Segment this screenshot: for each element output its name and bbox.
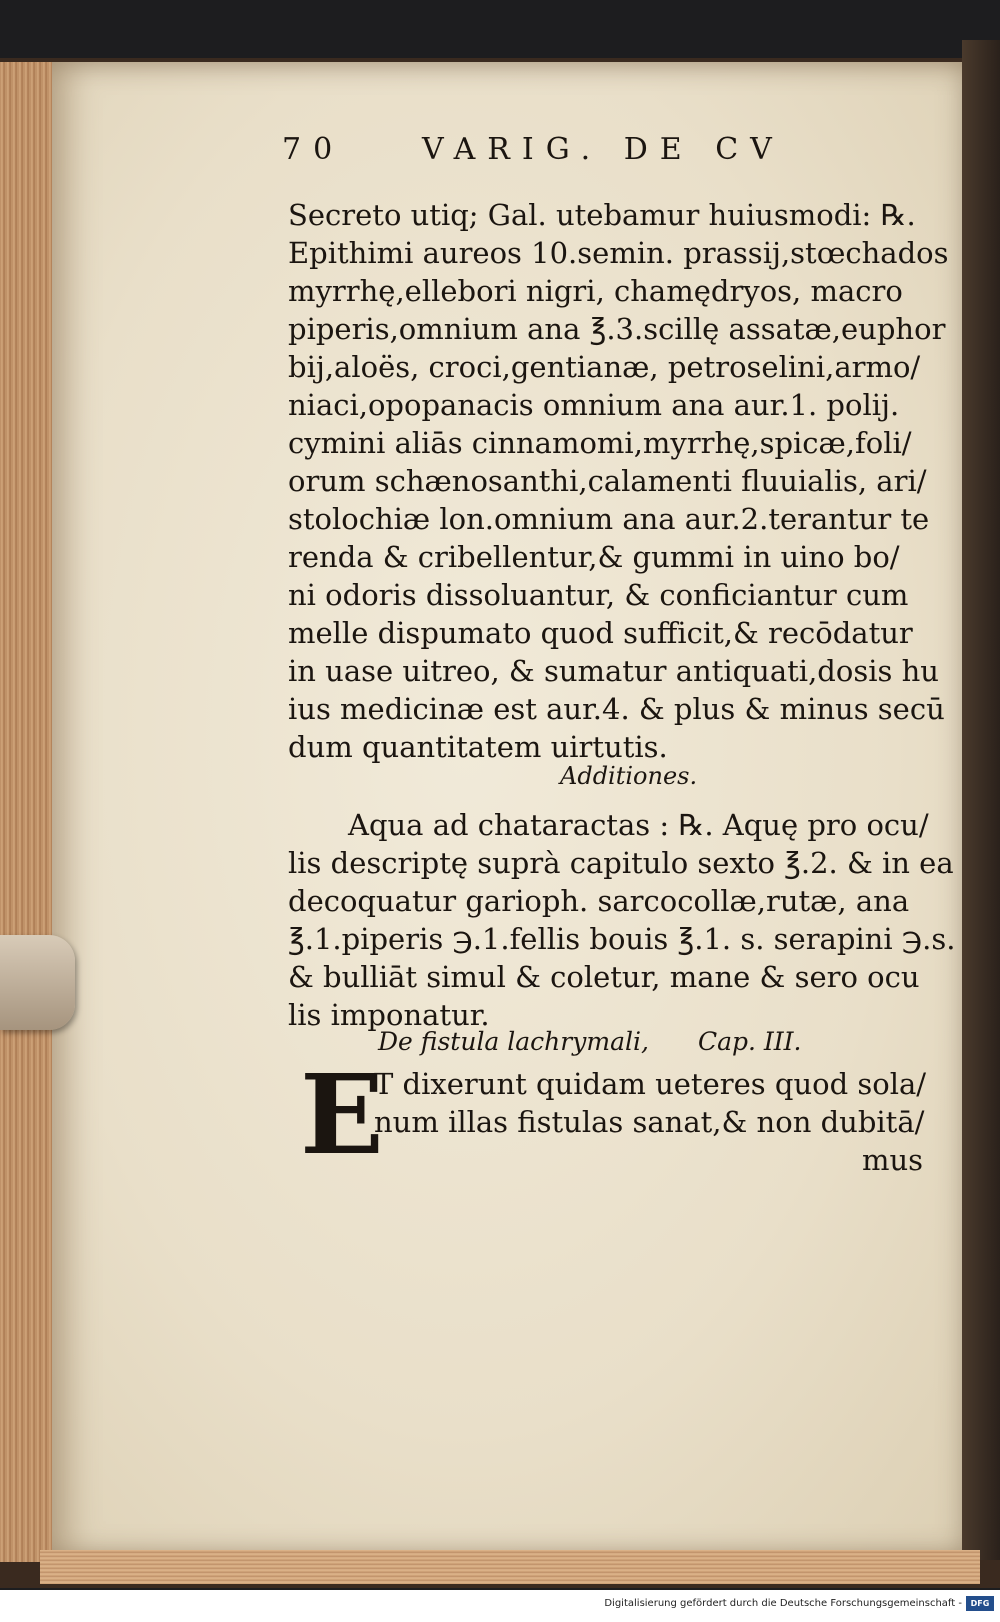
book-gutter: [962, 40, 1000, 1560]
chapter-title: De fistula lachrymali,: [378, 1027, 649, 1056]
additiones-heading: Additiones.: [560, 762, 698, 790]
text-line: cymini aliās cinnamomi,myrrhę,spicæ,foli/: [288, 426, 912, 460]
additiones-line: decoquatur garioph. sarcocollæ,rutæ, ana: [288, 884, 910, 918]
text-line: niaci,opopanacis omnium ana aur.1. polij.: [288, 388, 900, 422]
running-head-title: VARIG. DE CV: [422, 132, 784, 167]
additiones-line: lis descriptę suprà capitulo sexto ℥.2. & in ea: [288, 846, 954, 880]
drop-initial: E: [300, 1050, 384, 1179]
page-clip: [0, 935, 75, 1030]
dfg-logo: DFG: [966, 1596, 994, 1611]
text-line: Secreto utiq; Gal. utebamur huiusmodi: ℞.: [288, 198, 916, 232]
chapter-number: Cap. III.: [698, 1027, 802, 1056]
text-line: myrrhę,ellebori nigri, chamędryos, macro: [288, 274, 903, 308]
additiones-line: lis imponatur.: [288, 998, 490, 1032]
text-line: piperis,omnium ana ℥.3.scillę assatæ,euphor: [288, 312, 946, 346]
text-line: in uase uitreo, & sumatur antiquati,dosis hu: [288, 654, 939, 688]
additiones-line: ℥.1.piperis ℈.1.fellis bouis ℥.1. s. serapini ℈.s.: [288, 922, 956, 956]
text-line: stolochiæ lon.omnium ana aur.2.terantur te: [288, 502, 930, 536]
folio-number: 70: [282, 132, 345, 167]
page-edges: [0, 62, 57, 1562]
text-line: orum schænosanthi,calamenti fluuialis, ari/: [288, 464, 927, 498]
additiones-line: & bulliāt simul & coletur, mane & sero ocu: [288, 960, 920, 994]
chapter-line: num illas fistulas sanat,& non dubitā/: [374, 1105, 925, 1139]
text-line: ius medicinæ est aur.4. & plus & minus secū: [288, 692, 945, 726]
text-line: Epithimi aureos 10.semin. prassij,stœchados: [288, 236, 949, 270]
chapter-heading: [378, 1027, 858, 1065]
chapter-line: T dixerunt quidam ueteres quod sola/: [374, 1067, 927, 1101]
additiones-line: Aqua ad chataractas : ℞. Aquę pro ocu/: [348, 808, 929, 842]
running-head: [282, 132, 882, 176]
footer-credit: Digitalisierung gefördert durch die Deutsche Forschungsgemeinschaft -: [604, 1598, 962, 1609]
catchword: mus: [862, 1143, 924, 1177]
page-bottom-edges: [40, 1550, 980, 1584]
text-line: bij,aloës, croci,gentianæ, petroselini,armo/: [288, 350, 921, 384]
text-line: melle dispumato quod sufficit,& recōdatur: [288, 616, 913, 650]
text-line: ni odoris dissoluantur, & conficiantur cum: [288, 578, 909, 612]
text-line: renda & cribellentur,& gummi in uino bo/: [288, 540, 900, 574]
text-line: dum quantitatem uirtutis.: [288, 730, 668, 764]
footer-bar: [0, 1590, 1000, 1622]
